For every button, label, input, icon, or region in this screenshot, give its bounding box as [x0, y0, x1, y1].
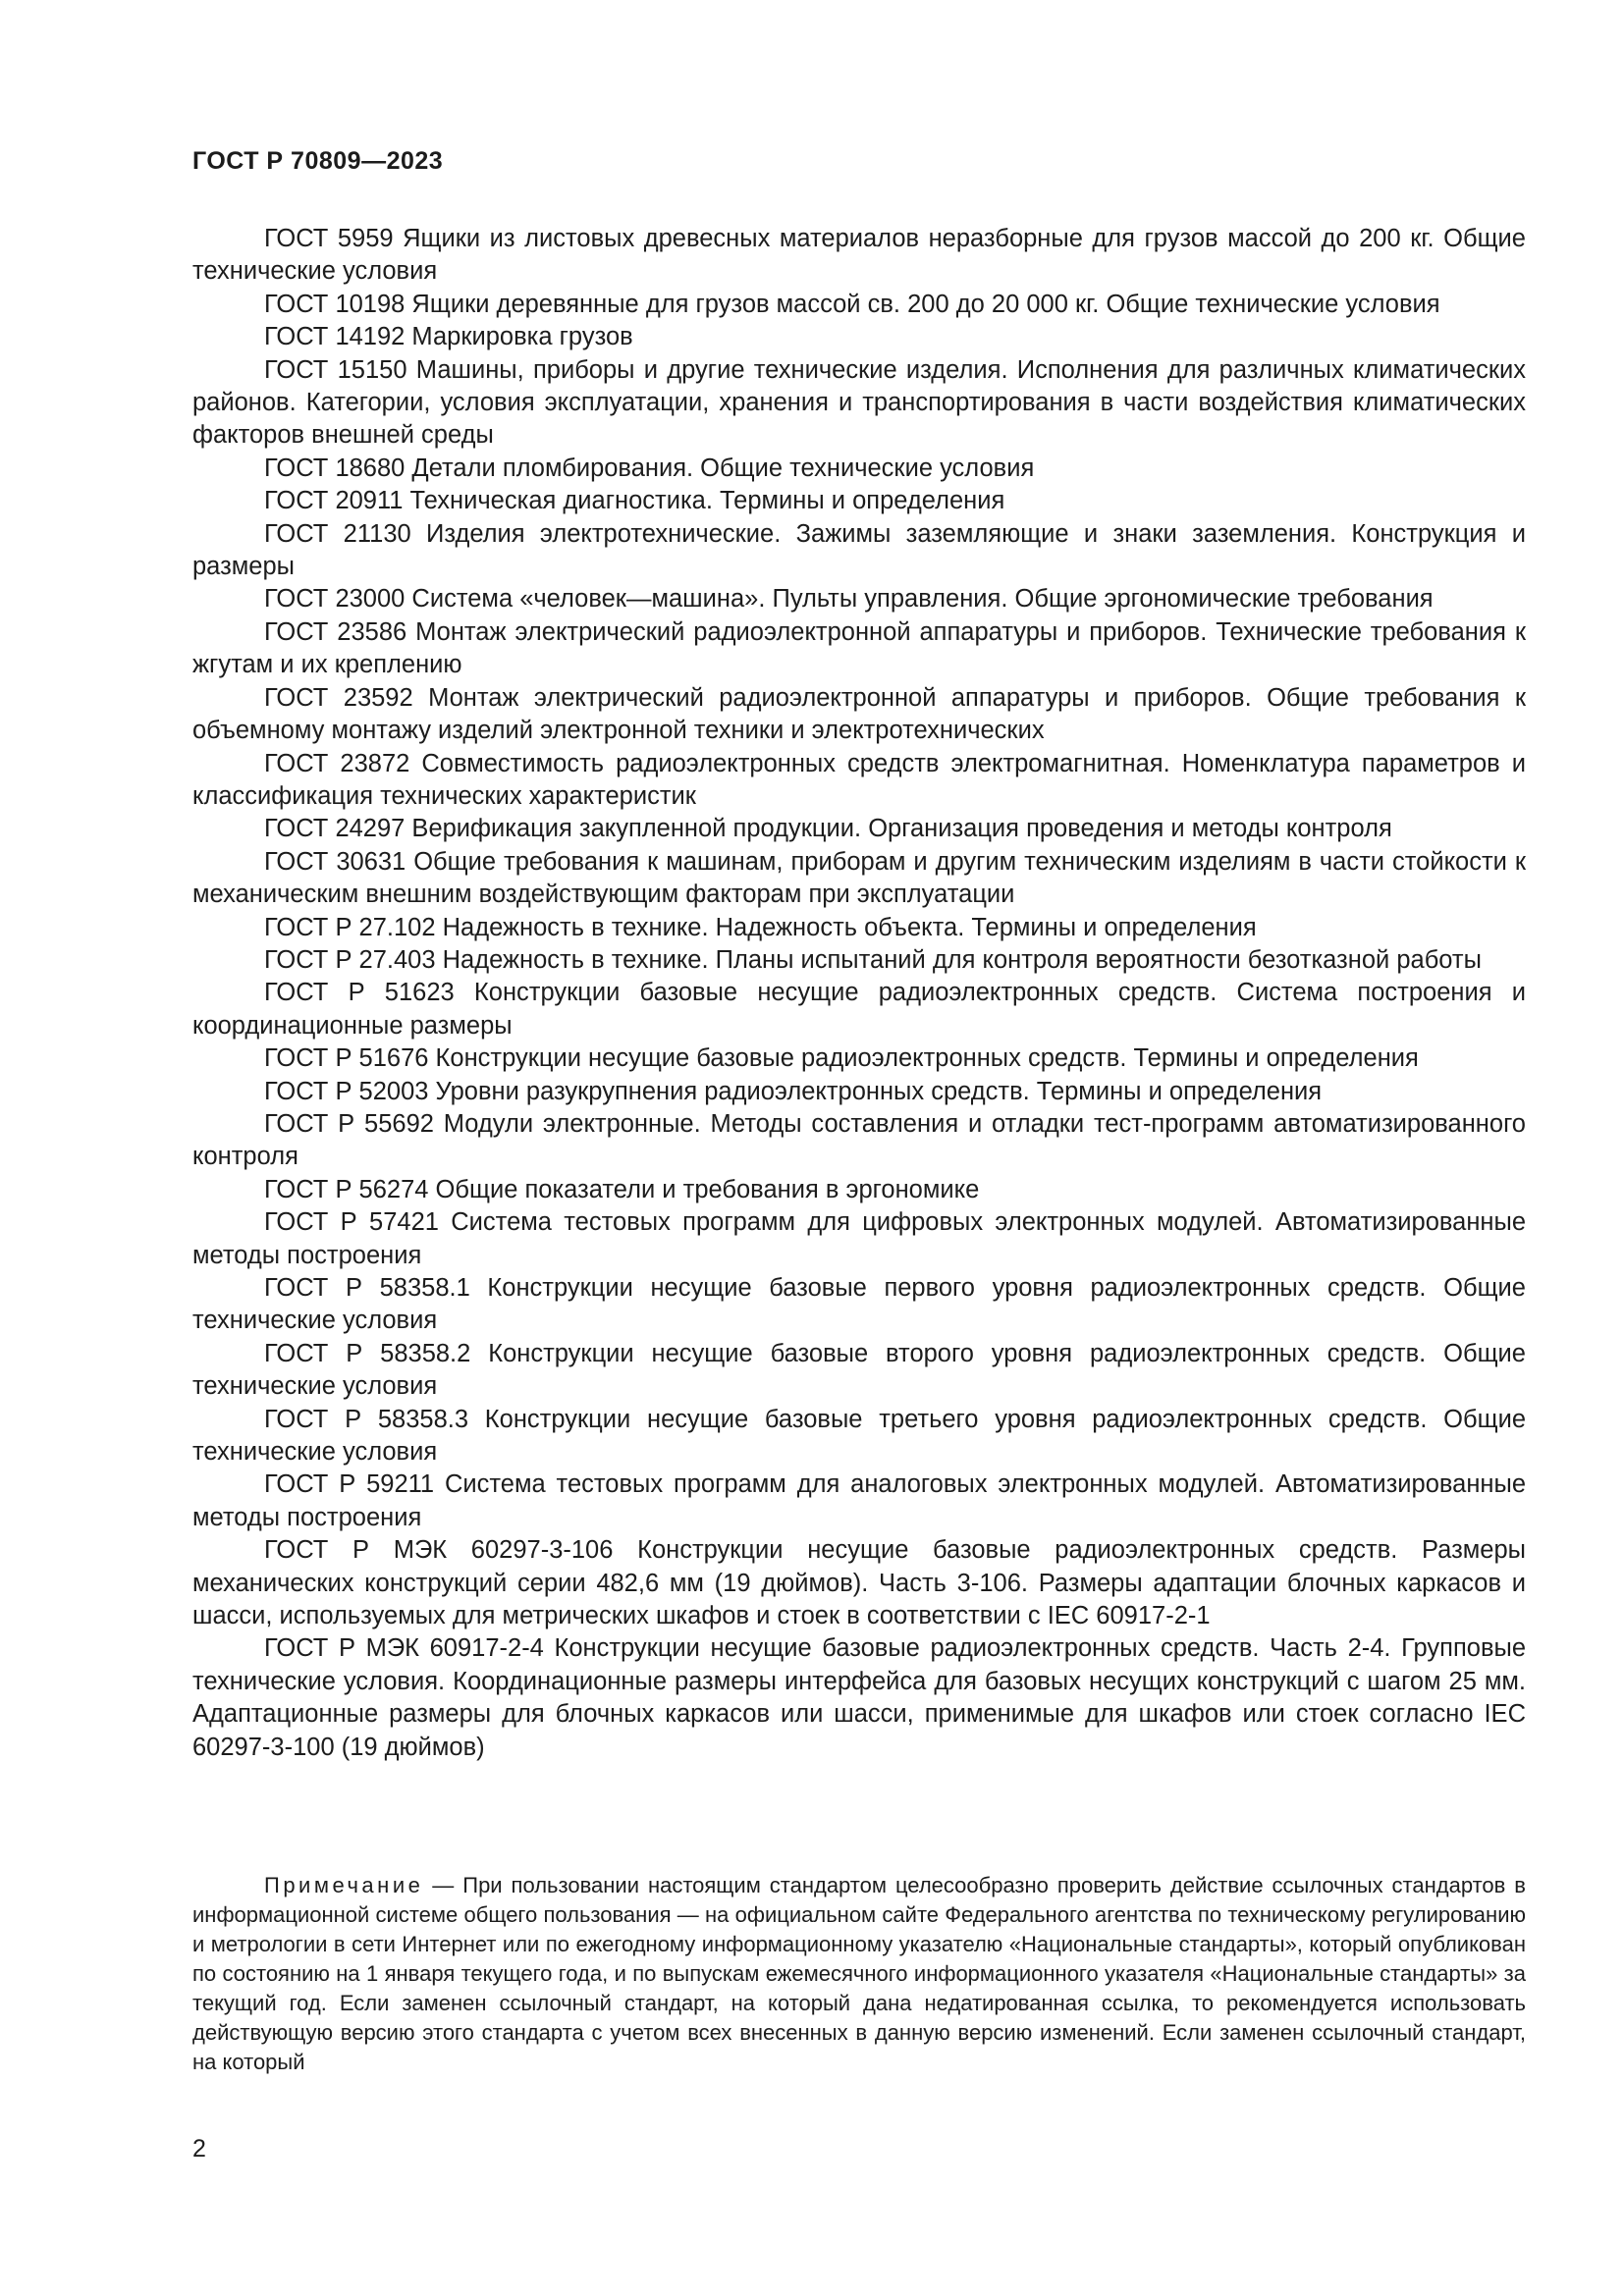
reference-item: ГОСТ 30631 Общие требования к машинам, приборам и другим техническим изделиям в части стойкости к механическим внешним воздействующим факторам при эксплуатации	[192, 847, 1526, 909]
note-text: — При пользовании настоящим стандартом целесообразно проверить действие ссылочных стандартов в информационной системе общего пользования — на официальном сайте Федерального агентства по техническому регулированию и метрологии в сети Интернет или по ежегодному информационному указателю «Национальные стандарты», который опубликован по состоянию на 1 января текущего года, и по выпускам ежемесячного информационного указателя «Национальные стандарты» за текущий год. Если заменен ссылочный стандарт, на который дана недатированная ссылка, то рекомендуется использовать действующую версию этого стандарта с учетом всех внесенных в данную версию изменений. Если заменен ссылочный стандарт, на который	[192, 1873, 1526, 2074]
reference-item: ГОСТ Р 55692 Модули электронные. Методы составления и отладки тест-программ автоматизированного контроля	[192, 1109, 1526, 1171]
note-label: Примечание	[264, 1873, 424, 1897]
reference-item: ГОСТ 18680 Детали пломбирования. Общие технические условия	[264, 454, 1035, 482]
reference-item: ГОСТ Р 59211 Система тестовых программ для аналоговых электронных модулей. Автоматизированные методы построения	[192, 1470, 1526, 1531]
document-header: ГОСТ Р 70809—2023	[192, 147, 444, 175]
reference-item: ГОСТ Р МЭК 60297-3-106 Конструкции несущие базовые радиоэлектронных средств. Размеры механических конструкций серии 482,6 мм (19 дюймов). Часть 3-106. Размеры адаптации блочных каркасов и шасси, используемых для метрических шкафов и стоек в соответствии с IEC 60917-2-1	[192, 1536, 1526, 1630]
reference-item: ГОСТ Р 58358.3 Конструкции несущие базовые третьего уровня радиоэлектронных средств. Общие технические условия	[192, 1405, 1526, 1467]
reference-item: ГОСТ Р 51676 Конструкции несущие базовые радиоэлектронных средств. Термины и определения	[264, 1044, 1419, 1073]
reference-item: ГОСТ Р 51623 Конструкции базовые несущие радиоэлектронных средств. Система построения и координационные размеры	[192, 979, 1526, 1040]
reference-item: ГОСТ Р 57421 Система тестовых программ для цифровых электронных модулей. Автоматизированные методы построения	[192, 1208, 1526, 1269]
reference-item: ГОСТ Р 52003 Уровни разукрупнения радиоэлектронных средств. Термины и определения	[264, 1077, 1323, 1105]
reference-item: ГОСТ 23000 Система «человек—машина». Пульты управления. Общие эргономические требования	[264, 585, 1434, 614]
reference-item: ГОСТ 20911 Техническая диагностика. Термины и определения	[264, 487, 1005, 515]
reference-item: ГОСТ Р 56274 Общие показатели и требования в эргономике	[264, 1175, 980, 1203]
reference-item: ГОСТ Р 27.102 Надежность в технике. Надежность объекта. Термины и определения	[264, 913, 1257, 941]
reference-item: ГОСТ 21130 Изделия электротехнические. Зажимы заземляющие и знаки заземления. Конструкция и размеры	[192, 519, 1526, 581]
reference-item: ГОСТ 24297 Верификация закупленной продукции. Организация проведения и методы контроля	[264, 815, 1392, 843]
reference-item: ГОСТ 23592 Монтаж электрический радиоэлектронной аппаратуры и приборов. Общие требования к объемному монтажу изделий электронной техники и электротехнических	[192, 683, 1526, 745]
reference-item: ГОСТ 5959 Ящики из листовых древесных материалов неразборные для грузов массой до 200 кг. Общие технические условия	[192, 225, 1526, 286]
reference-item: ГОСТ 15150 Машины, приборы и другие технические изделия. Исполнения для различных климатических районов. Категории, условия эксплуатации, хранения и транспортирования в части воздействия климатических факторов внешней среды	[192, 355, 1526, 450]
reference-item: ГОСТ Р 58358.1 Конструкции несущие базовые первого уровня радиоэлектронных средств. Общие технические условия	[192, 1274, 1526, 1335]
normative-references-list	[192, 223, 1526, 1764]
reference-item: ГОСТ 23872 Совместимость радиоэлектронных средств электромагнитная. Номенклатура параметров и классификация технических характеристик	[192, 749, 1526, 810]
reference-item: ГОСТ 23586 Монтаж электрический радиоэлектронной аппаратуры и приборов. Технические требования к жгутам и их креплению	[192, 617, 1526, 679]
page-number: 2	[192, 2135, 206, 2163]
reference-item: ГОСТ Р МЭК 60917-2-4 Конструкции несущие базовые радиоэлектронных средств. Часть 2-4. Групповые технические условия. Координационные размеры интерфейса для базовых несущих конструкций с шагом 25 мм. Адаптационные размеры для блочных каркасов или шасси, применимые для шкафов или стоек согласно IEC 60297-3-100 (19 дюймов)	[192, 1634, 1526, 1761]
reference-item: ГОСТ Р 27.403 Надежность в технике. Планы испытаний для контроля вероятности безотказной работы	[264, 945, 1482, 974]
note-paragraph	[192, 1871, 1526, 2077]
reference-item: ГОСТ Р 58358.2 Конструкции несущие базовые второго уровня радиоэлектронных средств. Общие технические условия	[192, 1339, 1526, 1401]
reference-item: ГОСТ 10198 Ящики деревянные для грузов массой св. 200 до 20 000 кг. Общие технические условия	[264, 290, 1440, 318]
reference-item: ГОСТ 14192 Маркировка грузов	[264, 323, 633, 351]
